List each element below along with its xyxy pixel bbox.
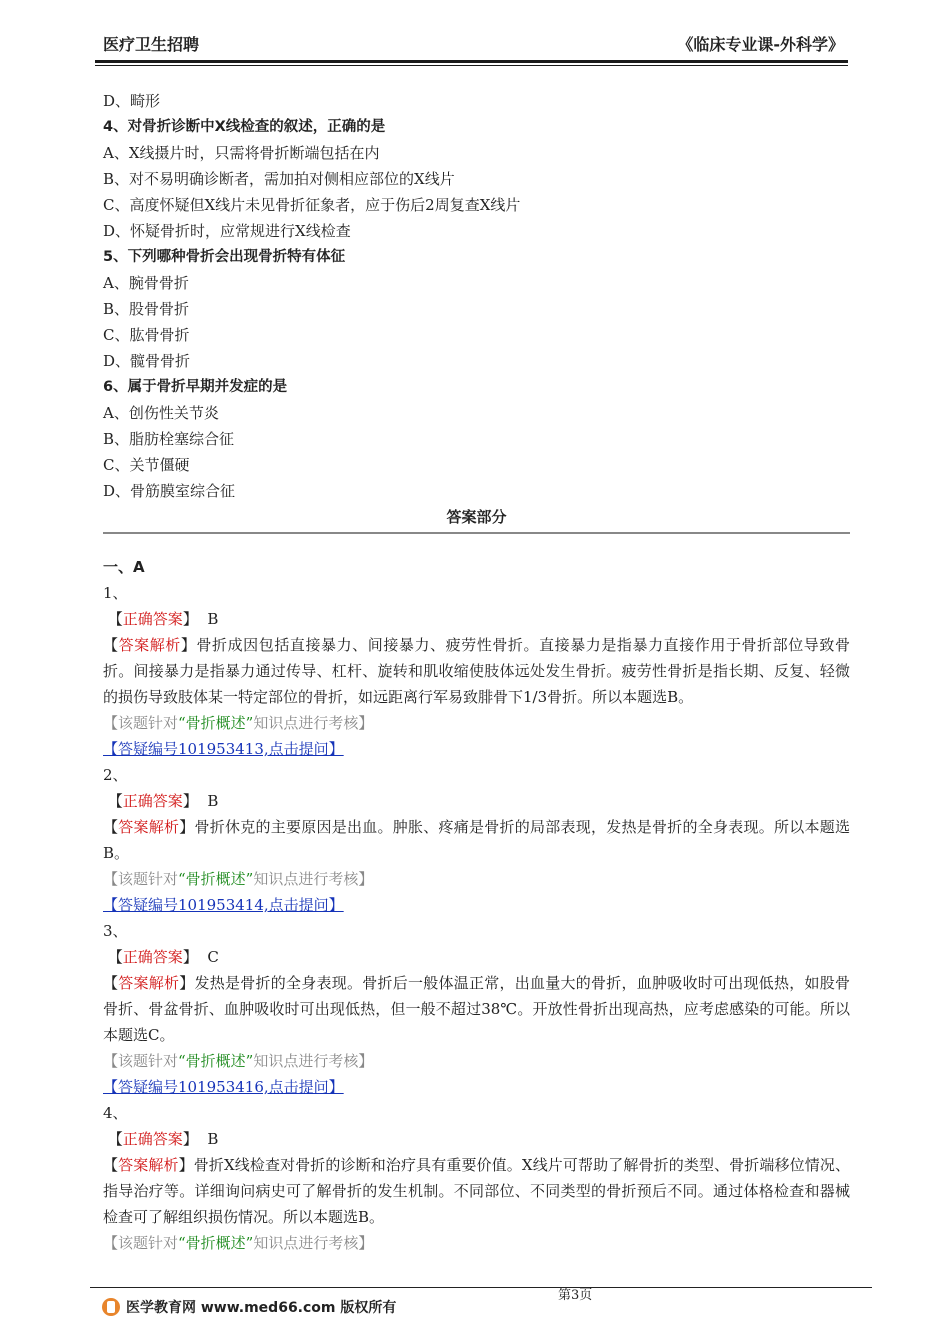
header-left-title: 医疗卫生招聘 (103, 35, 200, 54)
option-text: C、高度怀疑但X线片未见骨折征象者，应于伤后2周复查X线片 (103, 196, 521, 214)
option-text: B、对不易明确诊断者，需加拍对侧相应部位的X线片 (103, 170, 455, 188)
answer-number: 2、 (103, 766, 128, 784)
option-text: A、X线摄片时，只需将骨折断端包括在内 (103, 144, 380, 162)
answer-number: 3、 (103, 922, 128, 940)
header-right-title: 《临床专业课-外科学》 (677, 35, 844, 54)
answer-number: 4、 (103, 1104, 128, 1122)
question-ask-link[interactable]: 【答疑编号101953414,点击提问】 (103, 896, 344, 914)
correct-answer-value: B (207, 1130, 219, 1148)
correct-answer-row: 【正确答案】 C (107, 948, 219, 966)
answer-analysis: 【答案解析】骨折成因包括直接暴力、间接暴力、疲劳性骨折。直接暴力是指暴力直接作用于骨折部位导致骨折。间接暴力是指暴力通过传导、杠杆、旋转和肌收缩使肢体远处发生骨折。疲劳性骨折是指长期、反复、轻微的损伤导致肢体某一特定部位的骨折，如远距离行军易致腓骨下1/3骨折。所以本题选B。 (103, 636, 850, 706)
correct-answer-value: B (207, 610, 219, 628)
question-5-title: 5、下列哪种骨折会出现骨折特有体征 (103, 249, 346, 265)
knowledge-point-note: 【该题针对“骨折概述”知识点进行考核】 (103, 1234, 374, 1252)
option-text: A、腕骨骨折 (103, 274, 189, 292)
page-number: 第3页 (558, 1288, 593, 1303)
correct-answer-row: 【正确答案】 B (107, 792, 219, 810)
option-text: B、股骨骨折 (103, 300, 190, 318)
question-6-title: 6、属于骨折早期并发症的是 (103, 379, 288, 395)
page-header (95, 30, 848, 63)
question-ask-link[interactable]: 【答疑编号101953416,点击提问】 (103, 1078, 344, 1096)
option-text: C、肱骨骨折 (103, 326, 190, 344)
correct-answer-value: C (207, 948, 219, 966)
option-text: D、骨筋膜室综合征 (103, 482, 236, 500)
option-text: C、关节僵硬 (103, 456, 190, 474)
document-body (103, 88, 850, 1256)
correct-answer-row: 【正确答案】 B (107, 610, 219, 628)
option-text: D、怀疑骨折时，应常规进行X线检查 (103, 222, 351, 240)
answer-section-title: 答案部分 (103, 504, 850, 534)
correct-answer-row: 【正确答案】 B (107, 1130, 219, 1148)
answer-analysis: 【答案解析】发热是骨折的全身表现。骨折后一般体温正常，出血量大的骨折，血肿吸收时可出现低热，如股骨骨折、骨盆骨折、血肿吸收时可出现低热，但一般不超过38℃。开放性骨折出现高热，应考虑感染的可能。所以本题选C。 (103, 974, 850, 1044)
correct-answer-value: B (207, 792, 219, 810)
question-4-title: 4、对骨折诊断中X线检查的叙述，正确的是 (103, 119, 386, 135)
answer-part-heading: 一、A (103, 558, 145, 576)
knowledge-point-note: 【该题针对“骨折概述”知识点进行考核】 (103, 1052, 374, 1070)
knowledge-point-note: 【该题针对“骨折概述”知识点进行考核】 (103, 870, 374, 888)
footer-brand: 医学教育网 www.med66.com 版权所有 (126, 1300, 397, 1316)
question-ask-link[interactable]: 【答疑编号101953413,点击提问】 (103, 740, 344, 758)
med66-logo-icon (102, 1298, 120, 1316)
option-text: D、髋骨骨折 (103, 352, 191, 370)
option-text: D、畸形 (103, 92, 161, 110)
page-footer (90, 1287, 872, 1328)
answer-analysis: 【答案解析】骨折休克的主要原因是出血。肿胀、疼痛是骨折的局部表现，发热是骨折的全身表现。所以本题选B。 (103, 818, 850, 862)
option-text: B、脂肪栓塞综合征 (103, 430, 235, 448)
answer-analysis: 【答案解析】骨折X线检查对骨折的诊断和治疗具有重要价值。X线片可帮助了解骨折的类型、骨折端移位情况、指导治疗等。详细询问病史可了解骨折的发生机制。不同部位、不同类型的骨折预后不同。通过体格检查和器械检查可了解组织损伤情况。所以本题选B。 (103, 1156, 850, 1226)
answer-number: 1、 (103, 584, 128, 602)
option-text: A、创伤性关节炎 (103, 404, 219, 422)
knowledge-point-note: 【该题针对“骨折概述”知识点进行考核】 (103, 714, 374, 732)
